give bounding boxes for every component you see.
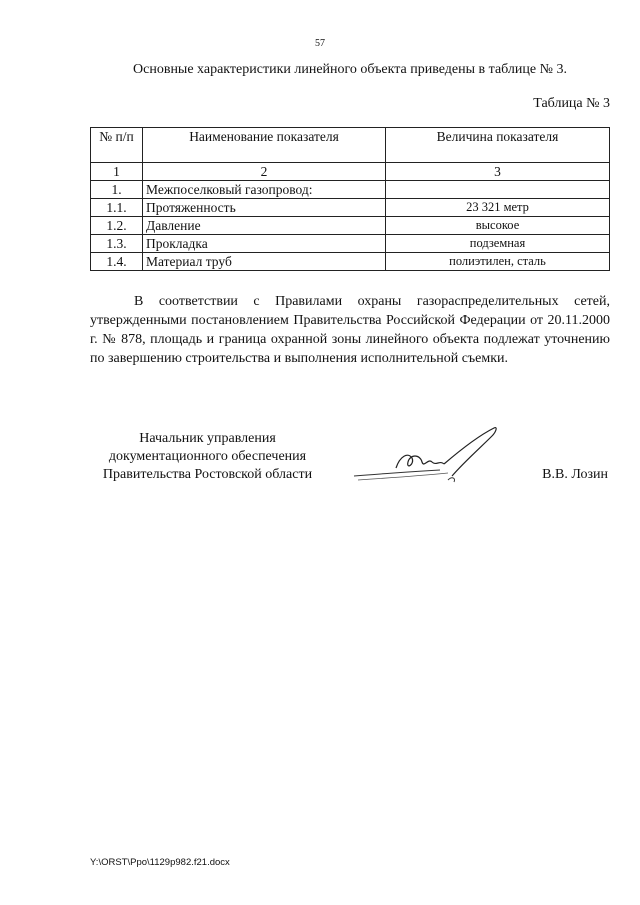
signatory-title (90, 430, 325, 484)
row-num: 1. (91, 181, 143, 199)
row-name: Материал труб (143, 253, 386, 271)
signatory-name: В.В. Лозин (542, 467, 608, 482)
signatory-title-line: Правительства Ростовской области (102, 467, 313, 482)
row-num: 1.2. (91, 217, 143, 235)
header-num: № п/п (91, 128, 143, 163)
row-name: Прокладка (143, 235, 386, 253)
row-value: полиэтилен, сталь (386, 253, 610, 271)
table-row (91, 181, 610, 199)
row-num: 1.4. (91, 253, 143, 271)
row-name: Межпоселковый газопровод: (143, 181, 386, 199)
body-paragraph: В соответствии с Правилами охраны газораспределительных сетей, утвержденными постановлением Правительства Российской Федерации от 20.11.2000 г. № 878, площадь и граница охранной зоны линейного объекта подлежат уточнению по завершению строительства и выполнения исполнительной съемки. (90, 294, 610, 366)
row-value: высокое (386, 217, 610, 235)
file-path-footer: Y:\ORST\Ppo\1129p982.f21.docx (90, 857, 230, 868)
table-row (91, 253, 610, 271)
row-value: 23 321 метр (386, 199, 610, 217)
row-num: 1.3. (91, 235, 143, 253)
row-value (386, 181, 610, 199)
column-number: 2 (143, 163, 386, 181)
table-row (91, 199, 610, 217)
header-value: Величина показателя (386, 128, 610, 163)
signatory-title-line: Начальник управления (139, 431, 276, 446)
characteristics-table (90, 127, 610, 271)
page-number: 57 (315, 38, 325, 49)
row-value: подземная (386, 235, 610, 253)
column-number: 1 (91, 163, 143, 181)
row-name: Протяженность (143, 199, 386, 217)
handwritten-signature (348, 424, 508, 494)
intro-text: Основные характеристики линейного объекта приведены в таблице № 3. (133, 62, 567, 77)
signatory-title-line: документационного обеспечения (108, 449, 307, 464)
row-name: Давление (143, 217, 386, 235)
column-number: 3 (386, 163, 610, 181)
header-name: Наименование показателя (143, 128, 386, 163)
column-numbers-row (91, 163, 610, 181)
row-num: 1.1. (91, 199, 143, 217)
table-header-row (91, 128, 610, 163)
table-row (91, 235, 610, 253)
table-row (91, 217, 610, 235)
table-caption: Таблица № 3 (533, 96, 610, 111)
